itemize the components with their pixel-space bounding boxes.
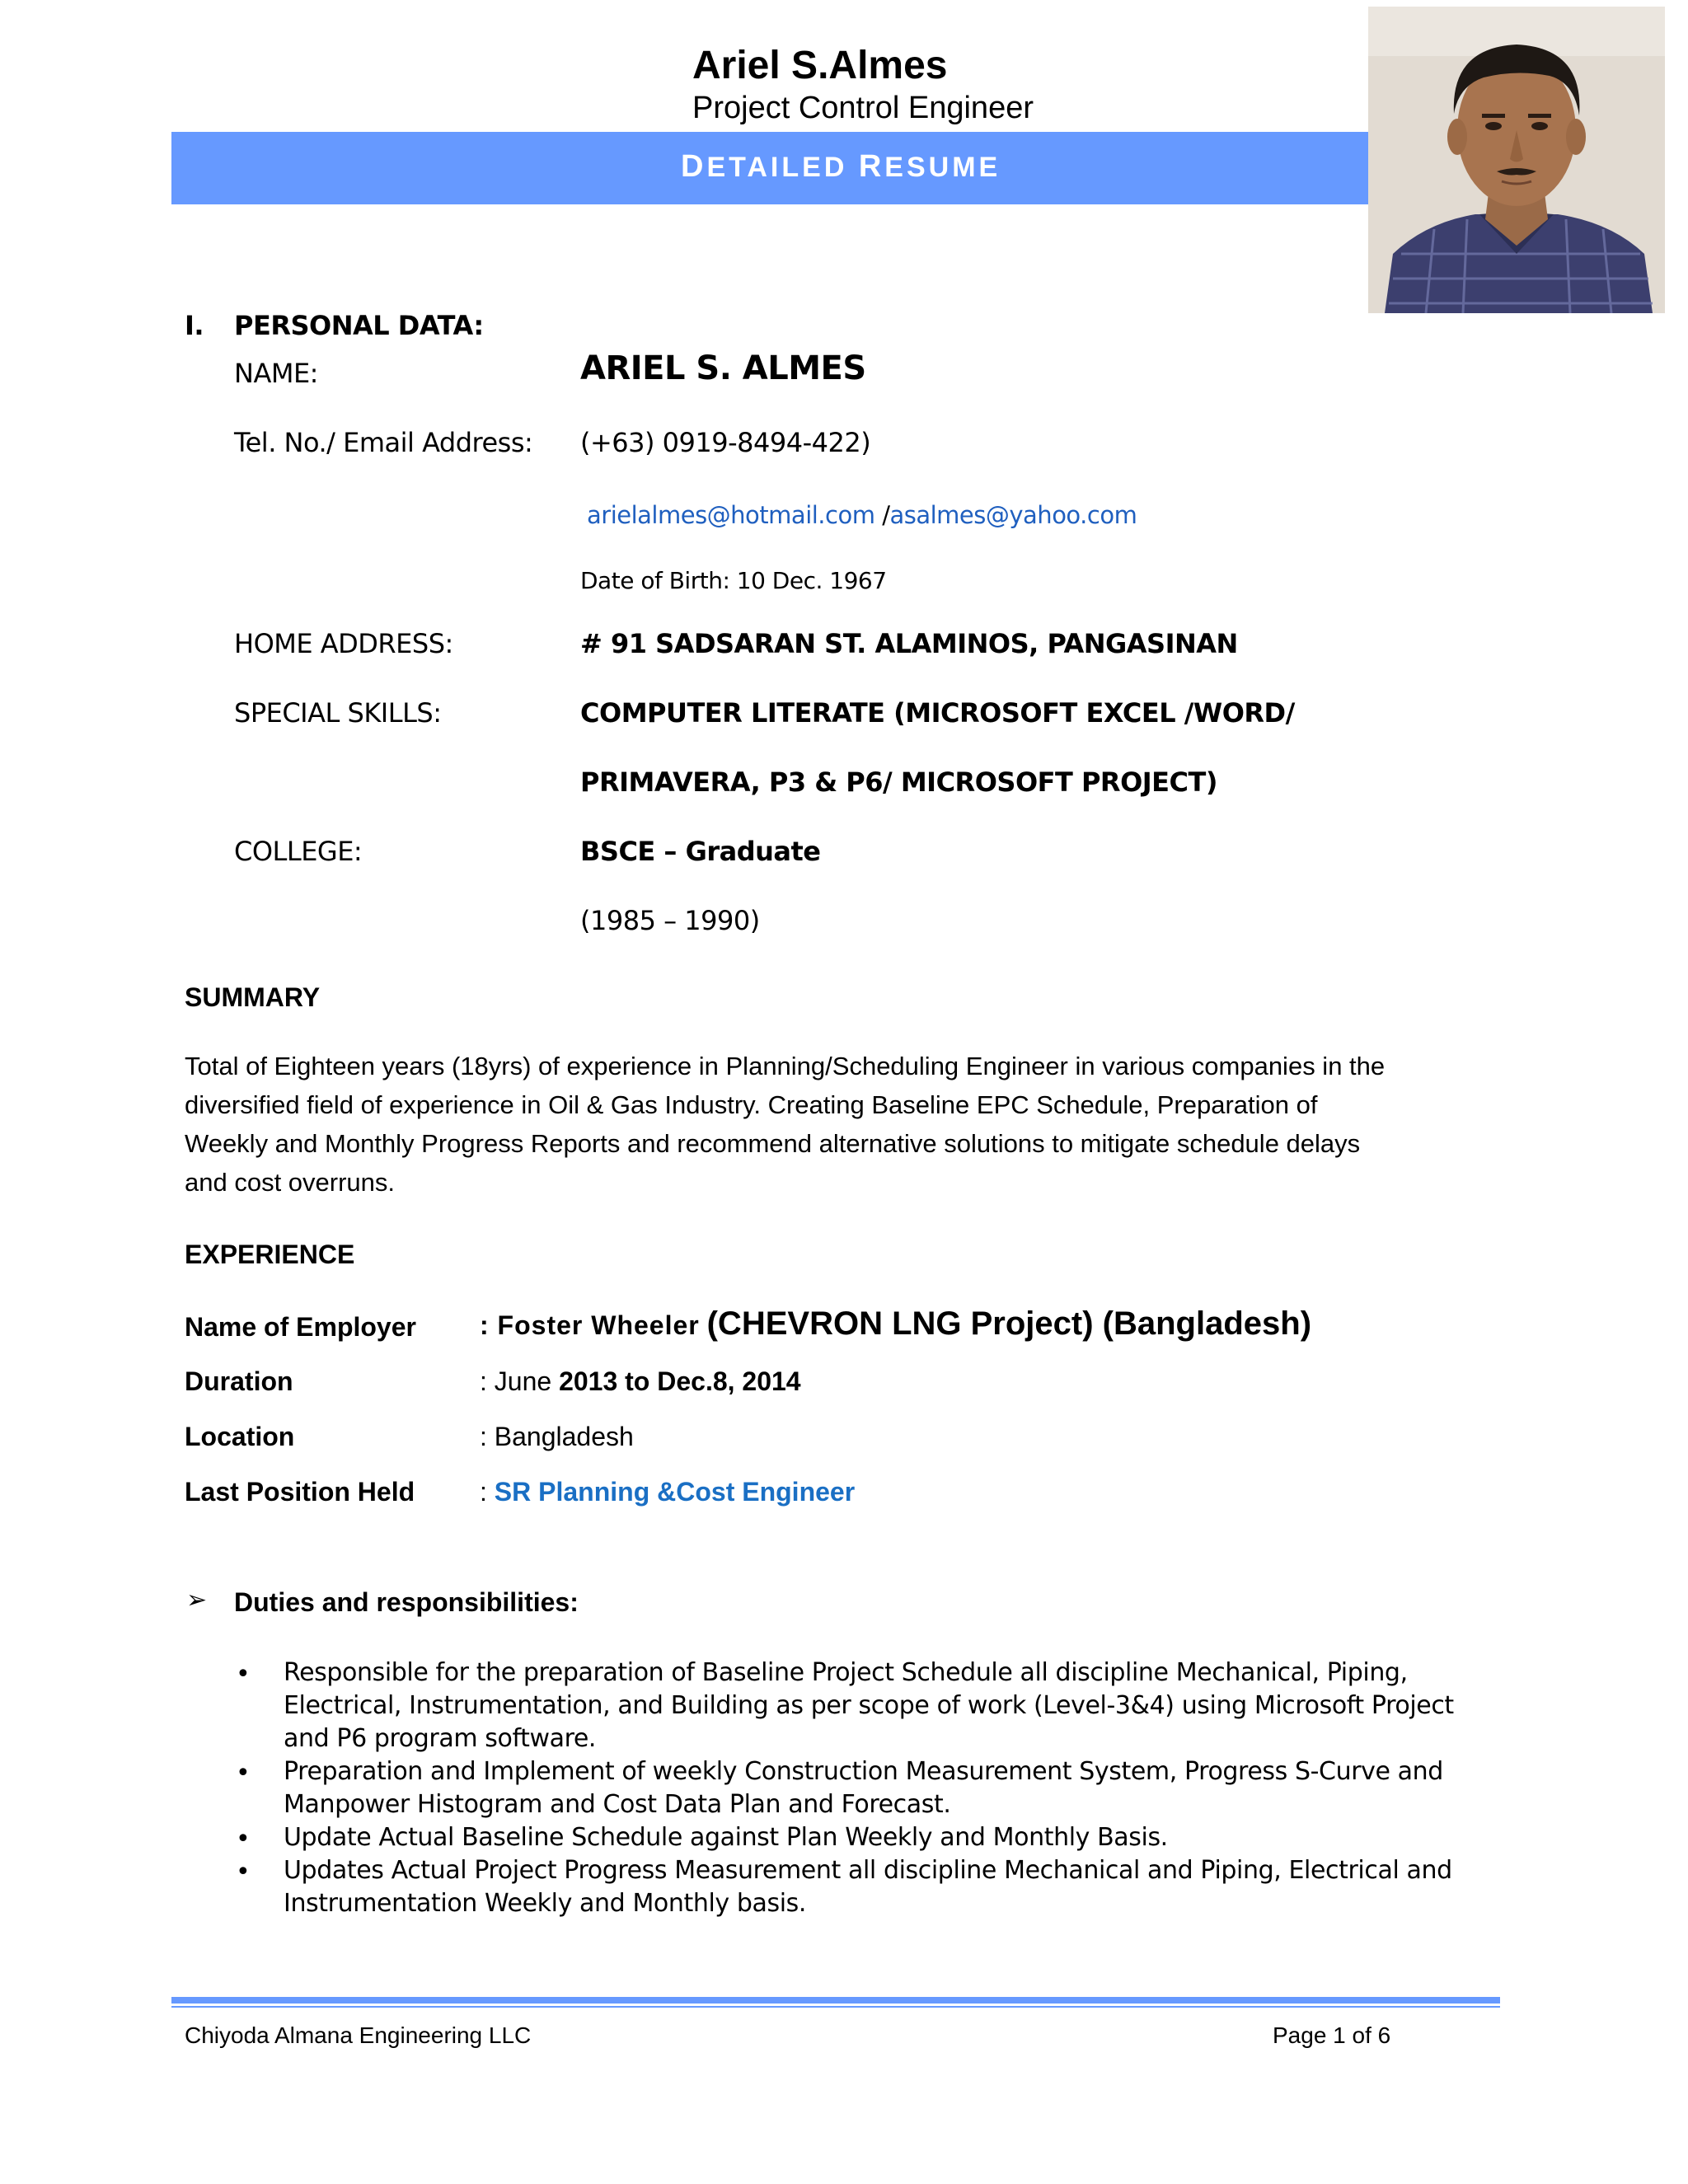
position-title: SR Planning &Cost Engineer xyxy=(494,1477,856,1507)
special-skills-label: SPECIAL SKILLS: xyxy=(234,697,442,729)
duty-line: Electrical, Instrumentation, and Building as per scope of work (Level-3&4) using Microsoft Project xyxy=(284,1691,1454,1720)
summary-paragraph xyxy=(185,1047,1385,1202)
duty-line: Instrumentation Weekly and Monthly basis. xyxy=(284,1889,807,1918)
date-of-birth: Date of Birth: 10 Dec. 1967 xyxy=(580,567,887,594)
email-yahoo-link[interactable]: asalmes@yahoo.com xyxy=(889,501,1137,529)
college-label: COLLEGE: xyxy=(234,836,363,867)
footer-rule-thin xyxy=(171,2006,1500,2008)
footer-company: Chiyoda Almana Engineering LLC xyxy=(185,2022,532,2048)
home-address-label: HOME ADDRESS: xyxy=(234,628,453,659)
tel-value: (+63) 0919-8494-422) xyxy=(580,427,871,458)
employer-value xyxy=(480,1305,1311,1343)
duration-prefix: : June xyxy=(480,1366,552,1396)
bullet-icon: • xyxy=(236,1858,251,1886)
duty-item xyxy=(284,1657,1454,1755)
duty-line: Preparation and Implement of weekly Construction Measurement System, Progress S-Curve and xyxy=(284,1757,1443,1786)
special-skills-line-1: COMPUTER LITERATE (MICROSOFT EXCEL /WORD/ xyxy=(580,697,1295,729)
college-years: (1985 – 1990) xyxy=(580,905,760,936)
banner-letter-d: D xyxy=(681,149,707,184)
email-line xyxy=(587,501,1137,529)
duty-line: Responsible for the preparation of Baseline Project Schedule all discipline Mechanical, Piping, xyxy=(284,1658,1408,1687)
summary-line: diversified field of experience in Oil & Gas Industry. Creating Baseline EPC Schedule, Preparation of xyxy=(185,1090,1318,1119)
footer-rule xyxy=(171,1997,1500,2004)
duty-item xyxy=(284,1755,1443,1821)
tel-email-label: Tel. No./ Email Address: xyxy=(234,427,533,458)
banner-letter-r: R xyxy=(858,149,885,184)
position-label: Last Position Held xyxy=(185,1477,415,1507)
summary-line: and cost overruns. xyxy=(185,1168,396,1197)
experience-heading: EXPERIENCE xyxy=(185,1240,355,1269)
employer-label: Name of Employer xyxy=(185,1312,416,1342)
duty-item xyxy=(284,1854,1452,1920)
location-value: : Bangladesh xyxy=(480,1422,634,1451)
name-value: ARIEL S. ALMES xyxy=(580,349,866,387)
employer-name: : Foster Wheeler xyxy=(480,1310,700,1340)
name-label: NAME: xyxy=(234,358,318,389)
duty-line: Update Actual Baseline Schedule against Plan Weekly and Monthly Basis. xyxy=(284,1823,1168,1852)
bullet-icon: • xyxy=(236,1660,251,1689)
banner-word-etailed: ETAILED xyxy=(706,152,848,183)
resume-name-heading: Ariel S.Almes xyxy=(692,44,948,87)
position-value xyxy=(480,1477,855,1507)
bullet-icon: • xyxy=(236,1825,251,1854)
college-value: BSCE – Graduate xyxy=(580,836,821,867)
duty-line: Manpower Histogram and Cost Data Plan and Forecast. xyxy=(284,1790,951,1819)
home-address-value: # 91 SADSARAN ST. ALAMINOS, PANGASINAN xyxy=(580,628,1238,659)
email-separator: / xyxy=(882,501,890,529)
duty-line: and P6 program software. xyxy=(284,1724,597,1753)
footer-page-number: Page 1 of 6 xyxy=(1273,2022,1391,2048)
summary-heading: SUMMARY xyxy=(185,982,321,1012)
arrow-bullet-icon: ➢ xyxy=(186,1586,208,1615)
profile-photo xyxy=(1368,7,1665,313)
duration-dates: 2013 to Dec.8, 2014 xyxy=(559,1366,801,1396)
position-colon: : xyxy=(480,1477,487,1507)
banner-word-esume: ESUME xyxy=(884,152,1001,183)
personal-data-heading: PERSONAL DATA: xyxy=(234,310,484,341)
employer-project: (CHEVRON LNG Project) (Bangladesh) xyxy=(706,1305,1312,1342)
duration-label: Duration xyxy=(185,1366,293,1396)
section-number: I. xyxy=(185,310,204,341)
summary-line: Weekly and Monthly Progress Reports and recommend alternative solutions to mitigate schedule delays xyxy=(185,1129,1361,1158)
special-skills-line-2: PRIMAVERA, P3 & P6/ MICROSOFT PROJECT) xyxy=(580,766,1217,798)
bullet-icon: • xyxy=(236,1759,251,1788)
location-label: Location xyxy=(185,1422,295,1451)
duty-line: Updates Actual Project Progress Measurement all discipline Mechanical and Piping, Electrical and xyxy=(284,1856,1452,1885)
duties-heading: Duties and responsibilities: xyxy=(234,1587,579,1617)
email-hotmail-link[interactable]: arielalmes@hotmail.com xyxy=(587,501,875,529)
duration-value xyxy=(480,1366,801,1397)
summary-line: Total of Eighteen years (18yrs) of experience in Planning/Scheduling Engineer in various companies in the xyxy=(185,1052,1386,1080)
resume-job-title: Project Control Engineer xyxy=(692,91,1034,125)
duty-item xyxy=(284,1821,1168,1854)
detailed-resume-banner xyxy=(681,149,1001,185)
